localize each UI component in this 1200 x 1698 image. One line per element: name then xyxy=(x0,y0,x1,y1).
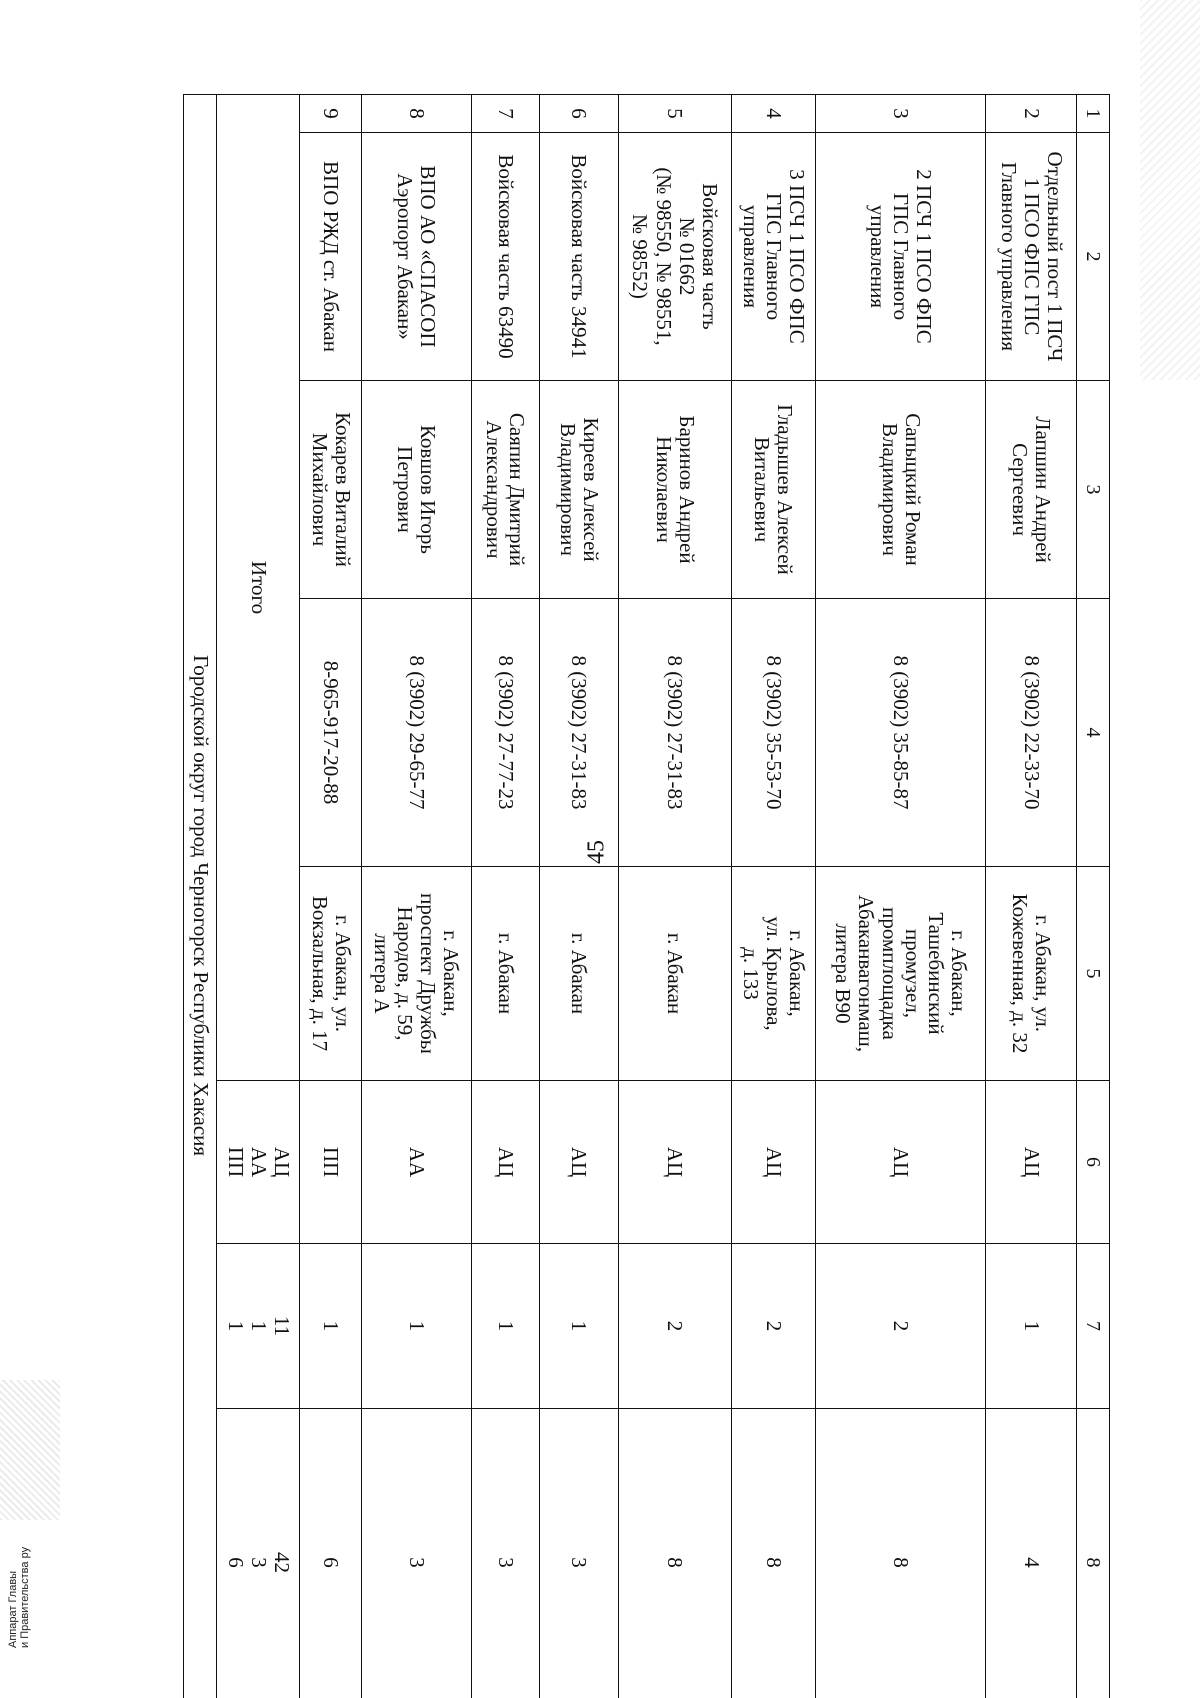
column-header: 6 xyxy=(1077,1081,1110,1244)
row-number: 4 xyxy=(731,95,815,133)
responsible-person-line: Александрович xyxy=(482,420,507,559)
address-line: Вокзальная, д. 17 xyxy=(307,895,332,1052)
equipment-code: ПП xyxy=(300,1081,361,1244)
address-line: г. Абакан, xyxy=(946,930,971,1017)
organization-line: ВПО РЖД ст. Абакан xyxy=(319,161,344,352)
organization-line: ГПС Главного xyxy=(761,192,786,321)
table-row xyxy=(815,95,985,1698)
table-row xyxy=(986,95,1077,1698)
row-number: 8 xyxy=(361,95,471,133)
organization-line: № 01662 xyxy=(674,217,699,296)
stamp-note xyxy=(8,1547,31,1648)
rotated-table-container xyxy=(183,94,1110,1698)
equipment-code: АА xyxy=(361,1081,471,1244)
organization-line: ВПО АО «СПАСОП xyxy=(416,165,441,348)
responsible-person xyxy=(815,381,985,599)
organization-line: ГПС Главного xyxy=(889,192,914,321)
responsible-person-line: Николаевич xyxy=(651,436,676,543)
column-header: 8 xyxy=(1077,1409,1110,1698)
equipment-code: АЦ xyxy=(731,1081,815,1244)
total-codes-line: АЦ xyxy=(269,1146,294,1178)
scan-edge-noise-left xyxy=(0,1380,60,1520)
responsible-person-line: Владимирович xyxy=(555,423,580,556)
row-number: 3 xyxy=(815,95,985,133)
organization xyxy=(539,133,618,381)
responsible-person-line: Баринов Андрей xyxy=(674,415,699,564)
address-line: г. Абакан, ул. xyxy=(1031,914,1056,1033)
address-line: ул. Крылова, xyxy=(761,916,786,1031)
organization xyxy=(815,133,985,381)
organization-line: Войсковая часть 34941 xyxy=(567,154,592,359)
responsible-person-line: Петрович xyxy=(393,446,418,533)
organization-line: 3 ПСЧ 1 ПСО ФПС xyxy=(784,169,809,344)
staff-count: 8 xyxy=(618,1409,731,1698)
staff-count: 8 xyxy=(731,1409,815,1698)
phone: 8 (3902) 29-65-77 xyxy=(361,599,471,867)
column-header: 1 xyxy=(1077,95,1110,133)
staff-count: 4 xyxy=(986,1409,1077,1698)
address-line: Кожевенная, д. 32 xyxy=(1008,893,1033,1054)
column-header: 2 xyxy=(1077,133,1110,381)
table-body xyxy=(184,95,1110,1698)
total-counts-line: 1 xyxy=(246,1320,271,1332)
address xyxy=(300,867,361,1081)
organization-line: Аэропорт Абакан» xyxy=(393,173,418,340)
phone: 8 (3902) 27-77-23 xyxy=(471,599,539,867)
organization-line: № 98552) xyxy=(628,214,653,299)
address-line: проспект Дружбы xyxy=(416,893,441,1054)
responsible-person xyxy=(471,381,539,599)
address-line: Народов, д. 59, xyxy=(393,906,418,1041)
table-row xyxy=(361,95,471,1698)
equipment-count: 1 xyxy=(300,1244,361,1409)
total-label: Итого xyxy=(217,95,300,1081)
header-row xyxy=(1077,95,1110,1698)
address xyxy=(731,867,815,1081)
equipment-count: 1 xyxy=(986,1244,1077,1409)
address xyxy=(361,867,471,1081)
responsible-person xyxy=(539,381,618,599)
total-counts xyxy=(217,1244,300,1409)
organization-line: управления xyxy=(865,204,890,309)
address-line: промузел, xyxy=(900,929,925,1018)
column-header: 4 xyxy=(1077,599,1110,867)
responsible-person-line: Витальевич xyxy=(750,436,775,543)
row-number: 7 xyxy=(471,95,539,133)
organization-line: (№ 98550, № 98551, xyxy=(651,167,676,346)
table-row xyxy=(539,95,618,1698)
organization-line: 1 ПСО ФПС ГПС xyxy=(1019,177,1044,336)
organization-line: 2 ПСЧ 1 ПСО ФПС xyxy=(912,169,937,344)
address-line: Ташебинский xyxy=(923,912,948,1035)
staff-count: 8 xyxy=(815,1409,985,1698)
address xyxy=(815,867,985,1081)
organization xyxy=(618,133,731,381)
row-number: 9 xyxy=(300,95,361,133)
responsible-person xyxy=(361,381,471,599)
total-row xyxy=(217,95,300,1698)
address xyxy=(539,867,618,1081)
equipment-count: 1 xyxy=(539,1244,618,1409)
equipment-code: АЦ xyxy=(986,1081,1077,1244)
responsible-person xyxy=(731,381,815,599)
organization xyxy=(361,133,471,381)
column-header: 3 xyxy=(1077,381,1110,599)
phone: 8 (3902) 35-85-87 xyxy=(815,599,985,867)
section-title: Городской округ город Черногорск Республики Хакасия xyxy=(184,95,217,1698)
address xyxy=(986,867,1077,1081)
equipment-code: АЦ xyxy=(618,1081,731,1244)
responsible-person xyxy=(986,381,1077,599)
organization-line: Войсковая часть 63490 xyxy=(493,154,518,359)
total-codes xyxy=(217,1081,300,1244)
address xyxy=(471,867,539,1081)
responsible-person-line: Ковшов Игорь xyxy=(416,424,441,555)
phone: 8 (3902) 27-31-83 xyxy=(539,599,618,867)
responsible-person-line: Владимирович xyxy=(877,423,902,556)
row-number: 5 xyxy=(618,95,731,133)
staff-count: 3 xyxy=(361,1409,471,1698)
address-line: г. Абакан xyxy=(663,932,688,1015)
total-staff-line: 42 xyxy=(269,1552,294,1573)
table-row xyxy=(618,95,731,1698)
column-header: 7 xyxy=(1077,1244,1110,1409)
total-staff xyxy=(217,1409,300,1698)
organization-line: Главного управления xyxy=(996,162,1021,351)
column-header: 5 xyxy=(1077,867,1110,1081)
responsible-person-line: Гладышев Алексей xyxy=(773,404,798,575)
address-line: г. Абакан, ул. xyxy=(330,914,355,1033)
responsible-person xyxy=(300,381,361,599)
equipment-count: 1 xyxy=(471,1244,539,1409)
address-line: д. 133 xyxy=(738,947,763,1000)
responsible-person-line: Киреев Алексей xyxy=(578,417,603,562)
responsible-person-line: Лапшин Андрей xyxy=(1031,416,1056,563)
equipment-code: АЦ xyxy=(471,1081,539,1244)
equipment-count: 2 xyxy=(815,1244,985,1409)
equipment-count: 2 xyxy=(731,1244,815,1409)
address-line: литера А xyxy=(370,933,395,1014)
responsible-person-line: Сапыцкий Роман xyxy=(900,413,925,566)
stamp-line: Аппарат Главы xyxy=(7,1570,19,1648)
address xyxy=(618,867,731,1081)
address-line: промплощадка xyxy=(877,907,902,1040)
equipment-code: АЦ xyxy=(815,1081,985,1244)
responsible-person-line: Михайлович xyxy=(307,432,332,547)
address-line: литера В90 xyxy=(831,923,856,1024)
organization xyxy=(471,133,539,381)
total-codes-line: АА xyxy=(246,1146,271,1178)
row-number: 6 xyxy=(539,95,618,133)
staff-count: 3 xyxy=(539,1409,618,1698)
responsible-person xyxy=(618,381,731,599)
organization xyxy=(986,133,1077,381)
phone: 8 (3902) 27-31-83 xyxy=(618,599,731,867)
phone: 8 (3902) 35-53-70 xyxy=(731,599,815,867)
organization xyxy=(300,133,361,381)
organization-line: Отдельный пост 1 ПСЧ xyxy=(1042,151,1067,362)
equipment-count: 2 xyxy=(618,1244,731,1409)
responsible-person-line: Саяпин Дмитрий xyxy=(505,412,530,567)
responsible-person-line: Кокарев Виталий xyxy=(330,412,355,567)
organization-line: управления xyxy=(738,204,763,309)
table-row xyxy=(471,95,539,1698)
address-line: г. Абакан xyxy=(567,932,592,1015)
organization xyxy=(731,133,815,381)
page-number: 45 xyxy=(583,840,610,864)
table-row xyxy=(731,95,815,1698)
row-number: 2 xyxy=(986,95,1077,133)
equipment-count: 1 xyxy=(361,1244,471,1409)
staff-count: 3 xyxy=(471,1409,539,1698)
equipment-code: АЦ xyxy=(539,1081,618,1244)
phone: 8-965-917-20-88 xyxy=(300,599,361,867)
stamp-line: и Правительства ру xyxy=(18,1546,31,1648)
address-line: г. Абакан, xyxy=(439,930,464,1017)
staff-count: 6 xyxy=(300,1409,361,1698)
total-codes-line: ПП xyxy=(223,1146,248,1178)
total-counts-line: 11 xyxy=(269,1315,294,1337)
table-row xyxy=(300,95,361,1698)
total-staff-line: 6 xyxy=(223,1557,248,1568)
phone: 8 (3902) 22-33-70 xyxy=(986,599,1077,867)
total-counts-line: 1 xyxy=(223,1320,248,1332)
responsible-person-line: Сергеевич xyxy=(1008,443,1033,536)
address-line: Абаканвагонмаш, xyxy=(854,894,879,1053)
address-line: г. Абакан xyxy=(493,932,518,1015)
total-staff-line: 3 xyxy=(246,1557,271,1568)
data-table xyxy=(183,94,1110,1698)
scan-edge-noise xyxy=(1140,0,1200,380)
section-row xyxy=(184,95,217,1698)
organization-line: Войсковая часть xyxy=(697,183,722,330)
address-line: г. Абакан, xyxy=(784,930,809,1017)
